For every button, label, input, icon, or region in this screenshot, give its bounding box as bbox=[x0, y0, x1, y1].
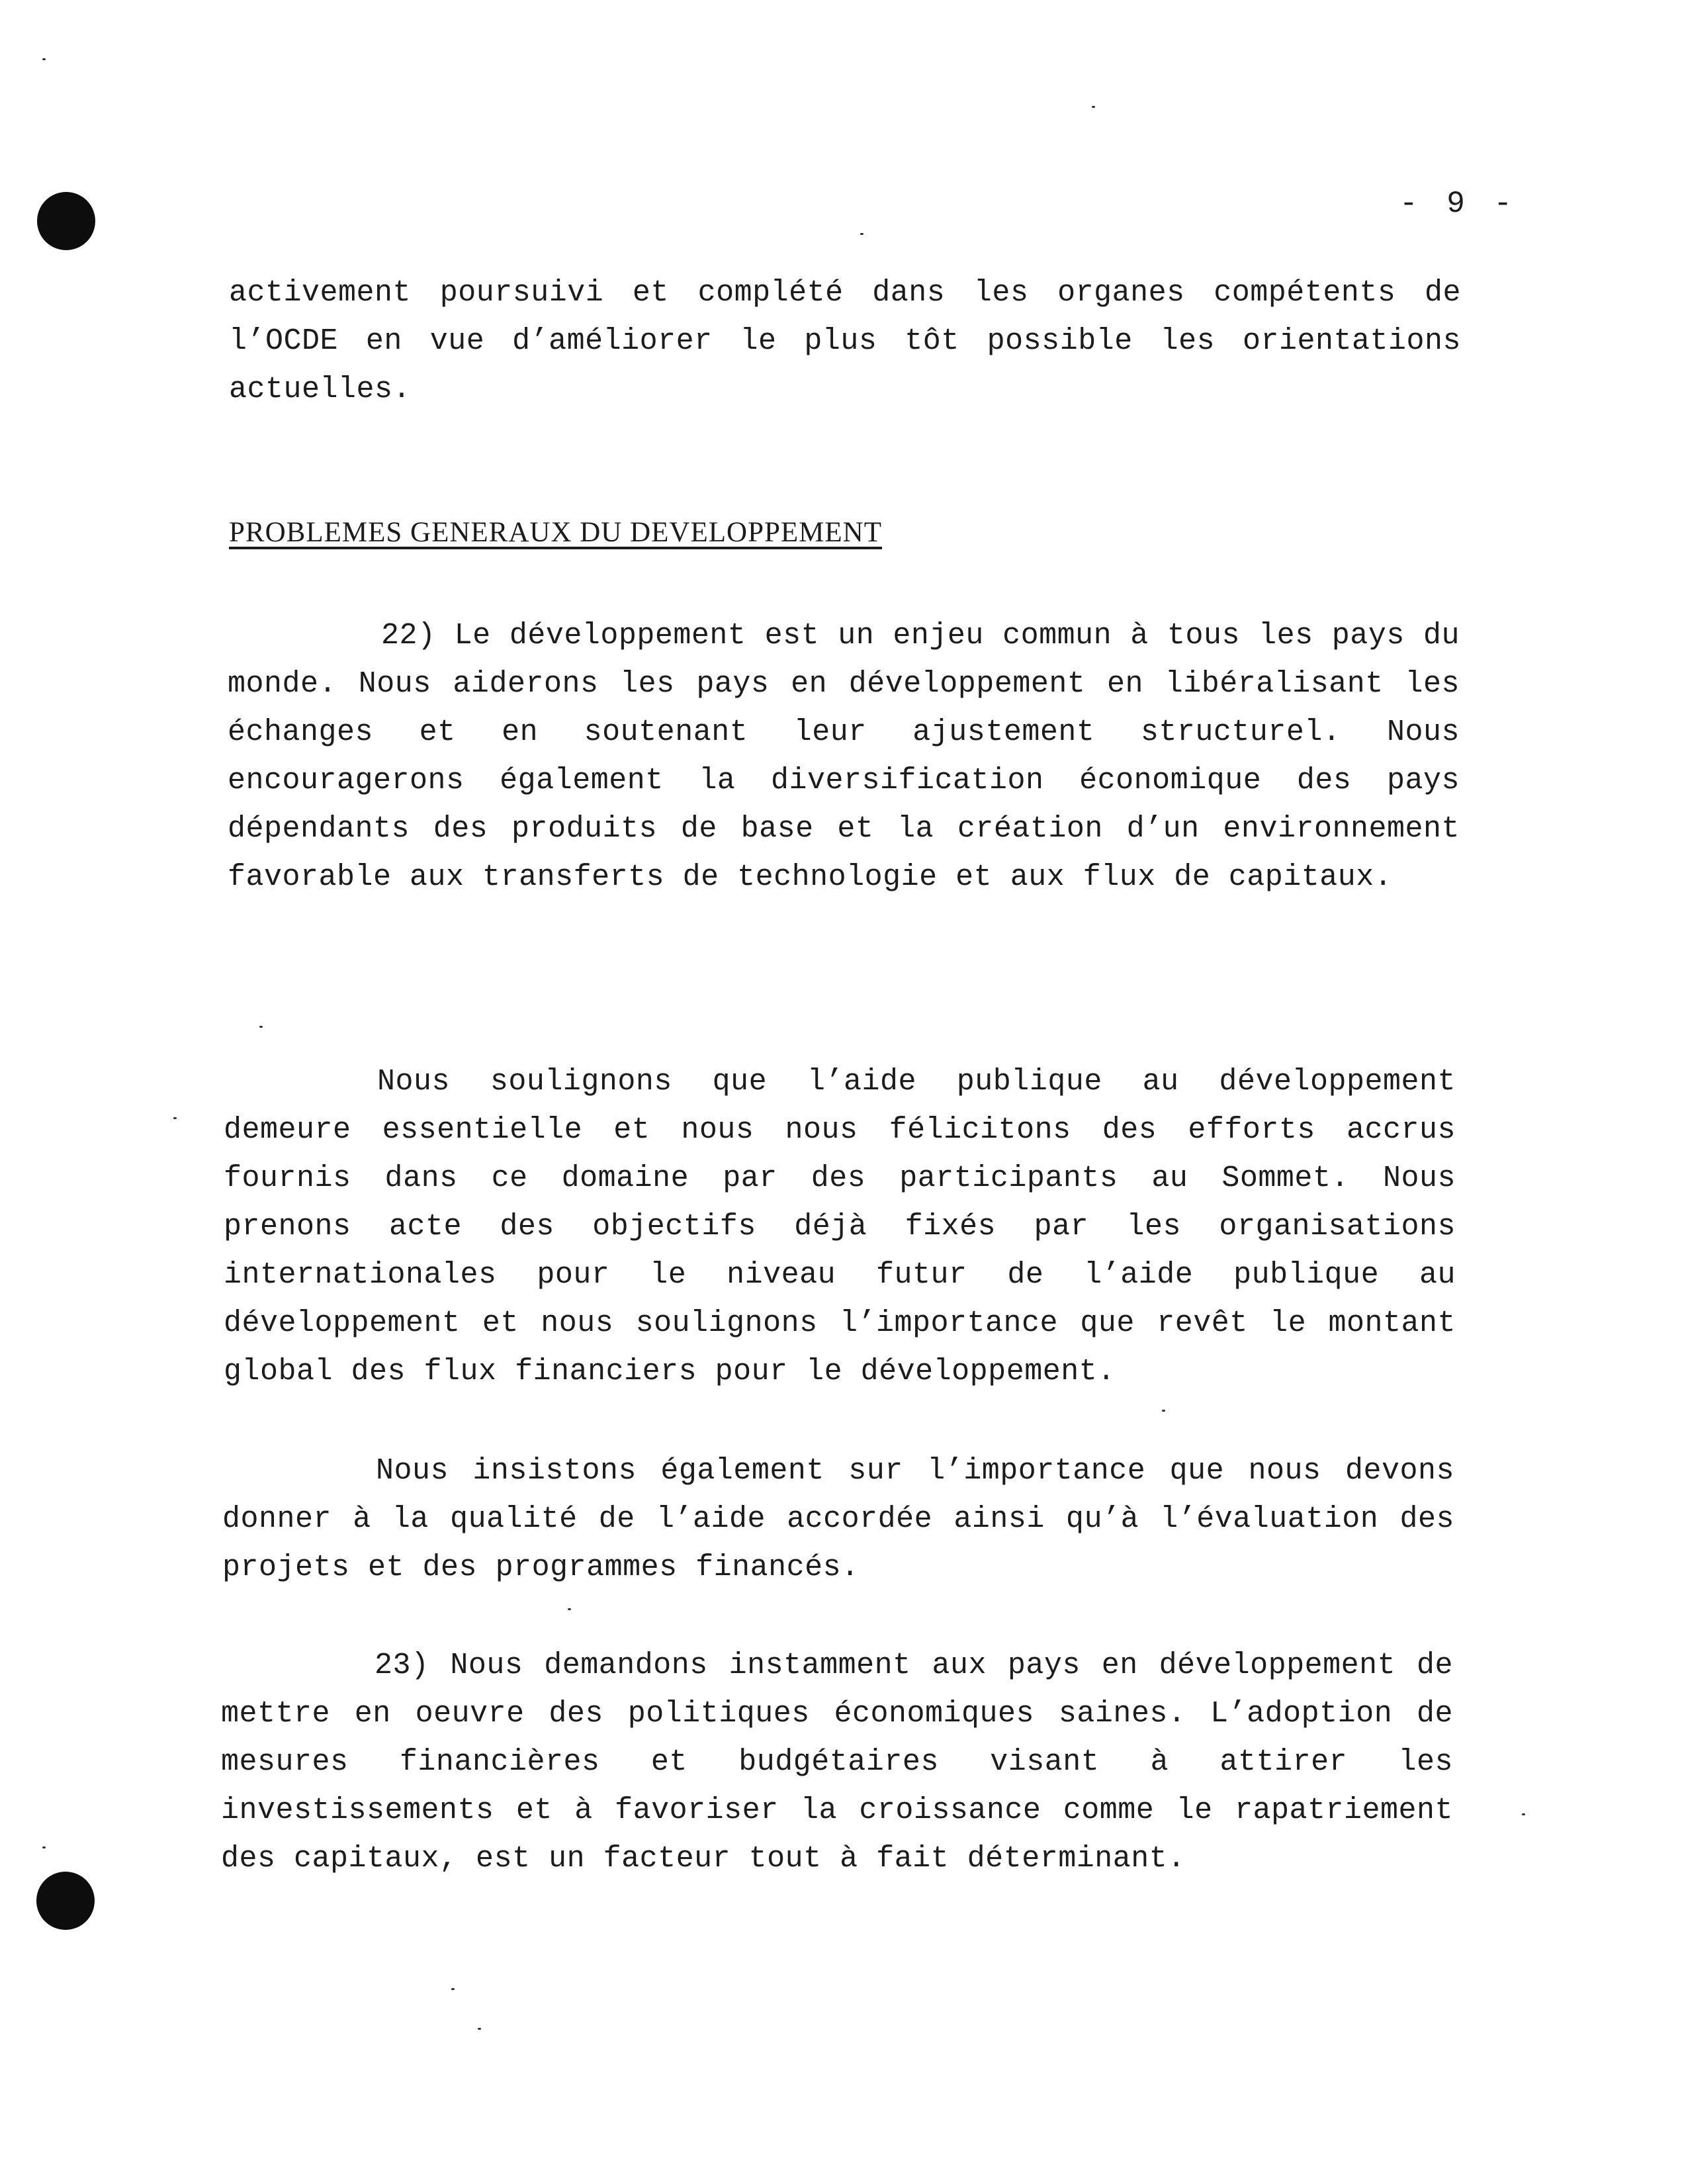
scan-speck bbox=[173, 1117, 177, 1119]
page-number: - 9 - bbox=[1399, 187, 1518, 221]
scan-speck bbox=[259, 1026, 263, 1028]
scan-speck bbox=[1162, 1410, 1165, 1412]
intro-paragraph: activement poursuivi et complété dans les organes compétents de l’OCDE en vue d’améliorer le plus tôt possible les orientations actuelles. bbox=[229, 276, 1461, 406]
punch-hole-top bbox=[37, 192, 95, 250]
paragraph-aide-publique: Nous soulignons que l’aide publique au développement demeure essentielle et nous nous félicitons des efforts accrus fournis dans ce domaine par des participants au Sommet. Nous prenons acte des objectifs déjà fixés par les organisations internationales pour le niveau futur de l’aide publique au développement et nous soulignons l’importance que revêt le montant global des flux financiers pour le développement. bbox=[224, 1065, 1456, 1388]
scan-speck bbox=[568, 1608, 571, 1610]
scan-speck bbox=[478, 2028, 481, 2030]
scan-speck bbox=[42, 58, 46, 60]
paragraph-22: 22) Le développement est un enjeu commun à tous les pays du monde. Nous aiderons les pays en développement en libéralisant les échanges et en soutenant leur ajustement structurel. Nous encouragerons également la diversification économique des pays dépendants des produits de base et la création d’un environnement favorable aux transferts de technologie et aux flux de capitaux. bbox=[228, 619, 1460, 894]
section-heading: PROBLEMES GENERAUX DU DEVELOPPEMENT bbox=[229, 517, 882, 548]
scan-speck bbox=[42, 1846, 46, 1848]
paragraph-qualite-aide: Nous insistons également sur l’importance que nous devons donner à la qualité de l’aide accordée ainsi qu’à l’évaluation des projets et des programmes financés. bbox=[222, 1454, 1454, 1584]
scan-speck bbox=[860, 233, 863, 235]
scan-speck bbox=[1092, 106, 1095, 108]
punch-hole-bottom bbox=[36, 1872, 95, 1930]
paragraph-23: 23) Nous demandons instamment aux pays en développement de mettre en oeuvre des politiques économiques saines. L’adoption de mesures financières et budgétaires visant à attirer les investissements et à favoriser la croissance comme le rapatriement des capitaux, est un facteur tout à fait déterminant. bbox=[221, 1649, 1453, 1876]
scan-speck bbox=[451, 1988, 455, 1990]
scan-speck bbox=[1522, 1813, 1525, 1815]
